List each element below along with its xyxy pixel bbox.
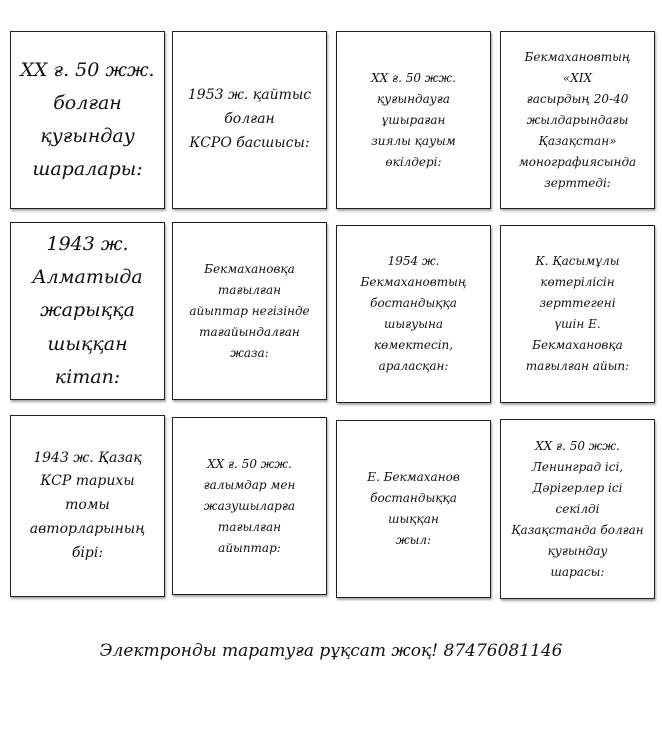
card-12-text: ХХ ғ. 50 жж. Ленинград ісі, Дәрігерлер ісі секілді Қазақстанда болған қуғындау шарасы: [511, 438, 644, 579]
card-9-text: 1943 ж. Қазақ КСР тарихы томы авторларының бірі: [29, 449, 146, 561]
card-1-text: ХХ ғ. 50 жж. болған қуғындау шаралары: [20, 58, 155, 181]
card-10-text: ХХ ғ. 50 жж. ғалымдар мен жазушыларға тағылған айыптар: [203, 456, 296, 555]
card-4-text: Бекмахановтың «XIX ғасырдың 20-40 жылдарындағы Қазақстан» монографиясында зерттеді: [518, 49, 637, 190]
card-8 [500, 225, 655, 403]
card-7 [336, 225, 491, 403]
card-8-text: К. Қасымұлы көтерілісін зерттегені үшін Е. Бекмахановқа тағылған айып: [525, 254, 630, 373]
card-1 [10, 31, 165, 209]
card-6-text: Бекмахановқа тағылған айыптар негізінде тағайындалған жаза: [189, 261, 310, 360]
card-12 [500, 419, 655, 599]
card-10 [172, 417, 327, 595]
card-6 [172, 222, 327, 400]
card-11-text: Е. Бекмаханов бостандыққа шыққан жыл: [367, 470, 460, 547]
card-2-text: 1953 ж. қайтыс болған КСРО басшысы: [187, 87, 312, 151]
card-11 [336, 420, 491, 598]
card-2 [172, 31, 327, 209]
footer-notice: Электронды таратуға рұқсат жоқ! 87476081146 [99, 641, 563, 661]
card-3-text: ХХ ғ. 50 жж. қуғындауға ұшыраған зиялы қауым өкілдері: [371, 70, 456, 169]
card-5-text: 1943 ж. Алматыда жарыққа шыққан кітап: [32, 232, 143, 388]
card-3 [336, 31, 491, 209]
card-7-text: 1954 ж. Бекмахановтың бостандыққа шығуына көмектесіп, араласқан: [360, 254, 467, 373]
card-4 [500, 31, 655, 209]
card-5 [10, 222, 165, 400]
card-9 [10, 415, 165, 597]
